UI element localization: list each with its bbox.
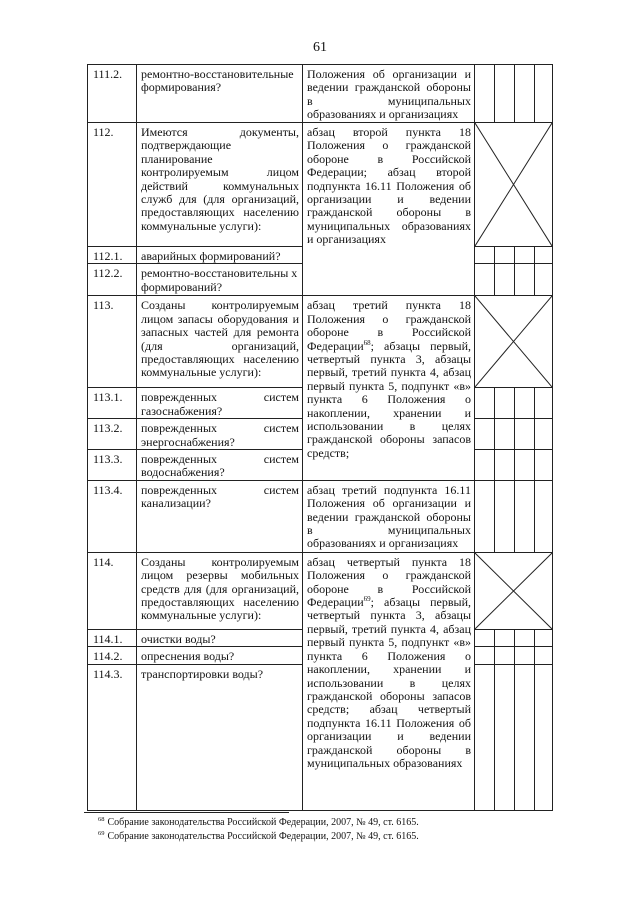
answer-na-cell[interactable]: [515, 629, 535, 646]
answer-yes-cell[interactable]: [475, 450, 495, 481]
note-cell[interactable]: [535, 65, 553, 123]
requirement-text: поврежденных систем энергоснабжения?: [137, 419, 303, 450]
answer-na-cell[interactable]: [515, 480, 535, 552]
row-number: 112.: [88, 123, 137, 247]
note-cell[interactable]: [535, 629, 553, 646]
requirement-text: поврежденных систем газоснабжения?: [137, 388, 303, 419]
requirement-text: опреснения воды?: [137, 647, 303, 664]
answer-yes-cell[interactable]: [475, 419, 495, 450]
row-number: 114.3.: [88, 664, 137, 810]
requirement-text: очистки воды?: [137, 629, 303, 646]
page-number: 61: [313, 40, 327, 55]
row-number: 111.2.: [88, 65, 137, 123]
answer-no-cell[interactable]: [495, 629, 515, 646]
answer-yes-cell[interactable]: [475, 264, 495, 296]
note-cell[interactable]: [535, 480, 553, 552]
answer-na-cell[interactable]: [515, 647, 535, 664]
row-number: 113.1.: [88, 388, 137, 419]
answer-yes-cell[interactable]: [475, 247, 495, 264]
requirement-text: Созданы контролируемым лицом запасы оборудования и запасных частей для ремонта (для организаций, предоставляющих населению коммунальные услуги):: [137, 296, 303, 388]
table-row: [88, 296, 553, 388]
note-cell[interactable]: [535, 647, 553, 664]
answer-na-cell[interactable]: [515, 419, 535, 450]
requirement-text: аварийных формирований?: [137, 247, 303, 264]
legal-reference: абзац второй пункта 18 Положения о гражданской обороне в Российской Федерации; абзац второй подпункта 16.11 Положения об организации и ведении гражданской обороны в муниципальных образованиях и организациях: [303, 123, 475, 296]
legal-reference: Положения об организации и ведении гражданской обороны в муниципальных образованиях и организациях: [303, 65, 475, 123]
answer-yes-cell[interactable]: [475, 664, 495, 810]
answer-na-cell[interactable]: [515, 450, 535, 481]
note-cell[interactable]: [535, 450, 553, 481]
legal-reference: абзац четвертый пункта 18 Положения о гражданской обороне в Российской Федерации$^{69}$; абзацы первый, четвертый пункта 3, абзацы первый, третий пункта 4, абзац первый пункта 5, подпункт «в» пункта 6 Положения о накоплении, хранении и использовании в целях гражданской обороны запасов средств; абзац четвертый подпункта 16.11 Положения об организации и ведении гражданской обороны в муниципальных образованиях: [303, 552, 475, 810]
table-row: [88, 552, 553, 629]
row-number: 114.2.: [88, 647, 137, 664]
note-cell[interactable]: [535, 388, 553, 419]
footnote: $^{69}$ Собрание законодательства Российской Федерации, 2007, № 49, ст. 6165.: [98, 829, 419, 842]
footnotes: [98, 816, 538, 844]
answer-yes-cell[interactable]: [475, 65, 495, 123]
requirement-text: Имеются документы, подтверждающие планирование контролируемым лицом действий коммунальных служб для (для организаций, предоставляющих населению коммунальные услуги):: [137, 123, 303, 247]
answer-no-cell[interactable]: [495, 65, 515, 123]
answer-na-cell[interactable]: [515, 65, 535, 123]
note-cell[interactable]: [535, 264, 553, 296]
note-cell[interactable]: [535, 664, 553, 810]
requirement-text: ремонтно-восстановительные формирования?: [137, 65, 303, 123]
checklist-table: [87, 64, 553, 811]
requirement-text: транспортировки воды?: [137, 664, 303, 810]
legal-reference: абзац третий пункта 18 Положения о гражданской обороне в Российской Федерации$^{68}$; абзацы первый, четвертый пункта 3, абзацы первый, третий пункта 4, абзац первый пункта 5, подпункт «в» пункта 6 Положения о накоплении, хранении и использовании в целях гражданской обороны запасов средств;: [303, 296, 475, 480]
answer-no-cell[interactable]: [495, 388, 515, 419]
answer-yes-cell[interactable]: [475, 629, 495, 646]
footnote-divider: [84, 812, 289, 813]
row-number: 112.2.: [88, 264, 137, 296]
row-number: 113.: [88, 296, 137, 388]
answer-no-cell[interactable]: [495, 480, 515, 552]
note-cell[interactable]: [535, 247, 553, 264]
row-number: 112.1.: [88, 247, 137, 264]
requirement-text: ремонтно-восстановительны х формирований?: [137, 264, 303, 296]
answer-yes-cell[interactable]: [475, 388, 495, 419]
answer-yes-cell[interactable]: [475, 647, 495, 664]
table-row: [88, 123, 553, 247]
answer-no-cell[interactable]: [495, 247, 515, 264]
table-row: [88, 65, 553, 123]
table-row: [88, 480, 553, 552]
answer-no-cell[interactable]: [495, 419, 515, 450]
answer-no-cell[interactable]: [495, 450, 515, 481]
answer-yes-cell[interactable]: [475, 480, 495, 552]
not-applicable-cross: [475, 123, 553, 247]
not-applicable-cross: [475, 296, 553, 388]
answer-na-cell[interactable]: [515, 388, 535, 419]
row-number: 113.4.: [88, 480, 137, 552]
row-number: 114.: [88, 552, 137, 629]
answer-no-cell[interactable]: [495, 264, 515, 296]
answer-na-cell[interactable]: [515, 664, 535, 810]
legal-reference: абзац третий подпункта 16.11 Положения об организации и ведении гражданской обороны в муниципальных образованиях и организациях: [303, 480, 475, 552]
row-number: 113.3.: [88, 450, 137, 481]
requirement-text: поврежденных систем водоснабжения?: [137, 450, 303, 481]
not-applicable-cross: [475, 552, 553, 629]
requirement-text: Созданы контролируемым лицом резервы мобильных средств для (для организаций, предоставляющих населению коммунальные услуги):: [137, 552, 303, 629]
row-number: 113.2.: [88, 419, 137, 450]
answer-no-cell[interactable]: [495, 664, 515, 810]
answer-no-cell[interactable]: [495, 647, 515, 664]
footnote: $^{68}$ Собрание законодательства Российской Федерации, 2007, № 49, ст. 6165.: [98, 815, 419, 828]
row-number: 114.1.: [88, 629, 137, 646]
note-cell[interactable]: [535, 419, 553, 450]
requirement-text: поврежденных систем канализации?: [137, 480, 303, 552]
answer-na-cell[interactable]: [515, 264, 535, 296]
answer-na-cell[interactable]: [515, 247, 535, 264]
